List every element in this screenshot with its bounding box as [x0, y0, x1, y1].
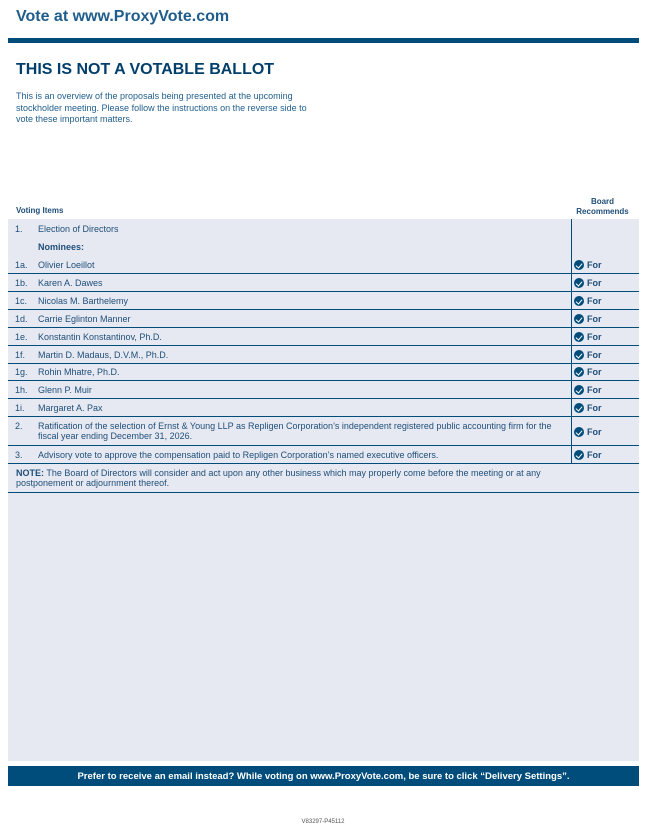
nominee-name: Carrie Eglinton Manner [38, 314, 131, 324]
note-divider [8, 492, 639, 493]
check-circle-icon [574, 427, 584, 437]
row-divider [8, 327, 639, 328]
document-code: V83297-P45112 [301, 819, 345, 825]
nominee-number: 1i. [15, 403, 25, 413]
notice-title: THIS IS NOT A VOTABLE BALLOT [16, 61, 275, 78]
board-recommendation: For [574, 296, 602, 306]
check-circle-icon [574, 385, 584, 395]
check-circle-icon [574, 260, 584, 270]
board-recommendation: For [574, 350, 602, 360]
delivery-settings-text: Prefer to receive an email instead? While voting on www.ProxyVote.com, be sure to click “Delivery Settings”. [77, 770, 570, 782]
column-divider [571, 219, 572, 464]
check-circle-icon [574, 296, 584, 306]
note-body: The Board of Directors will consider and act upon any other business which may properly come before the meeting or at any postponement or adjournment thereof. [16, 468, 541, 488]
board-recommendation: For [574, 278, 602, 288]
board-recommendation: For [574, 403, 602, 413]
row-divider [8, 445, 639, 446]
column-header-voting-items: Voting Items [16, 206, 64, 215]
nominee-number: 1g. [15, 367, 28, 377]
proposal-label: Ratification of the selection of Ernst & Young LLP as Repligen Corporation’s independent registered public accounting firm for the fiscal year ending December 31, 2026. [38, 421, 552, 441]
check-circle-icon [574, 350, 584, 360]
proposal-label: Advisory vote to approve the compensation paid to Repligen Corporation’s named executive officers. [38, 450, 439, 460]
note-label: NOTE: [16, 468, 44, 478]
check-circle-icon [574, 367, 584, 377]
nominee-number: 1h. [15, 385, 28, 395]
nominee-name: Margaret A. Pax [38, 403, 103, 413]
row-divider [8, 345, 639, 346]
board-recommendation: For [574, 314, 602, 324]
check-circle-icon [574, 314, 584, 324]
row-divider [8, 416, 639, 417]
nominee-name: Nicolas M. Barthelemy [38, 296, 129, 306]
check-circle-icon [574, 403, 584, 413]
nominees-heading: Nominees: [38, 242, 85, 252]
row-divider [8, 463, 639, 464]
nominee-number: 1b. [15, 278, 28, 288]
note-text [16, 468, 576, 488]
row-divider [8, 291, 639, 292]
board-recommendation: For [574, 367, 602, 377]
proposal-number: 2. [15, 421, 23, 431]
row-divider [8, 363, 639, 364]
nominee-name: Olivier Loeillot [38, 260, 95, 270]
row-divider [8, 380, 639, 381]
row-divider [8, 309, 639, 310]
header-rule [8, 38, 639, 43]
nominee-number: 1a. [15, 260, 28, 270]
column-header-board-recommends: Board Recommends [576, 197, 629, 216]
nominee-number: 1f. [15, 350, 26, 360]
board-recommendation: For [574, 427, 602, 437]
nominee-name: Rohin Mhatre, Ph.D. [38, 367, 120, 377]
nominee-name: Glenn P. Muir [38, 385, 92, 395]
board-recommendation: For [574, 385, 602, 395]
nominee-name: Martin D. Madaus, D.V.M., Ph.D. [38, 350, 169, 360]
check-circle-icon [574, 278, 584, 288]
row-divider [8, 398, 639, 399]
nominee-number: 1e. [15, 332, 28, 342]
proposal-label: Election of Directors [38, 224, 119, 234]
nominee-name: Karen A. Dawes [38, 278, 103, 288]
row-divider [8, 273, 639, 274]
board-recommendation: For [574, 332, 602, 342]
check-circle-icon [574, 332, 584, 342]
board-recommendation: For [574, 260, 602, 270]
nominee-number: 1c. [15, 296, 28, 306]
intro-text: This is an overview of the proposals being presented at the upcoming stockholder meeting. Please follow the instructions on the reverse side to vote these important matters. [16, 91, 307, 124]
nominee-name: Konstantin Konstantinov, Ph.D. [38, 332, 162, 342]
proposal-number: 3. [15, 450, 23, 460]
delivery-settings-banner [8, 766, 639, 786]
check-circle-icon [574, 450, 584, 460]
header-title: Vote at www.ProxyVote.com [16, 8, 230, 25]
board-recommendation: For [574, 450, 602, 460]
nominee-number: 1d. [15, 314, 28, 324]
proposal-number: 1. [15, 224, 23, 234]
